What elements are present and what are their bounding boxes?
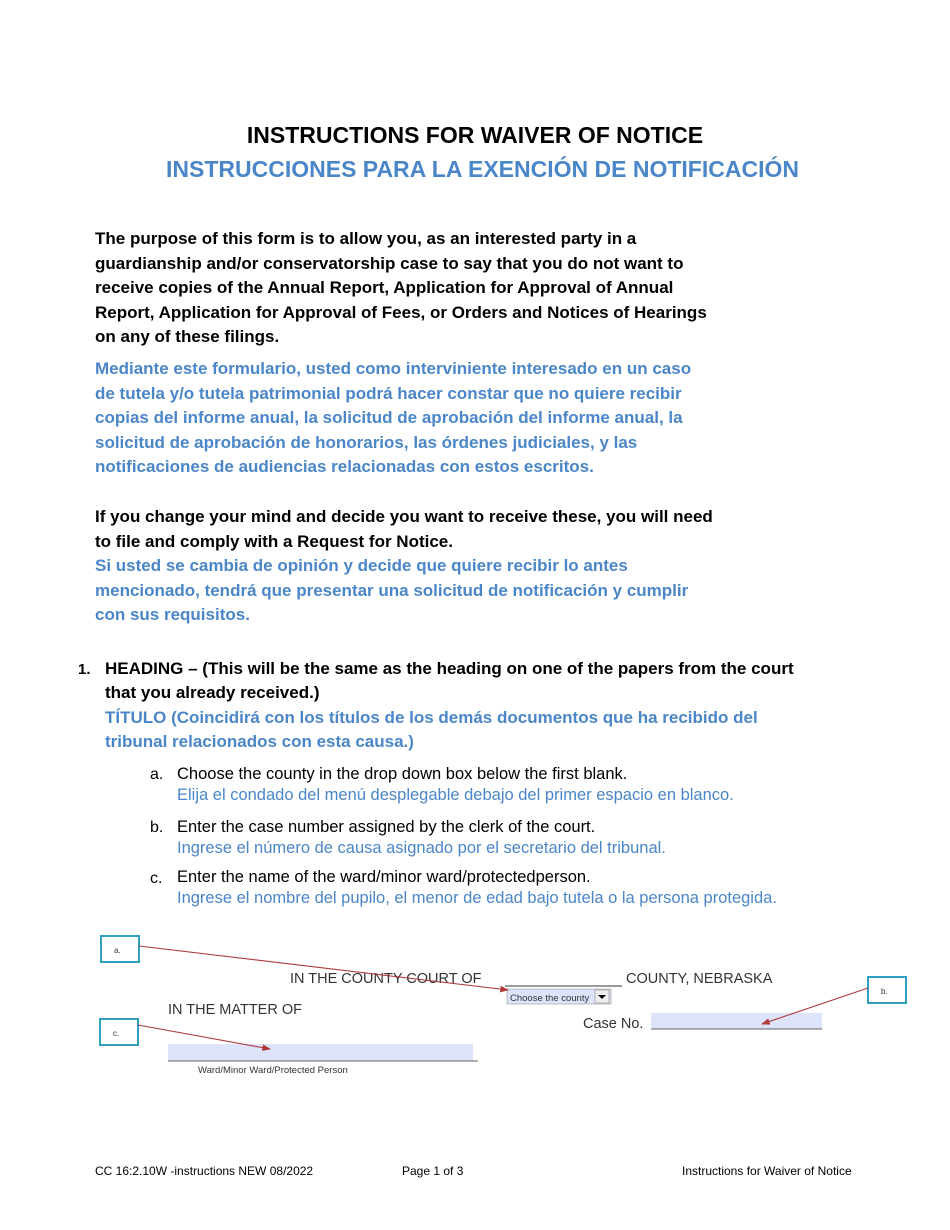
- change-mind-line-es: Si usted se cambia de opinión y decide que quiere recibir lo antes: [95, 556, 628, 575]
- county-dropdown[interactable]: [507, 989, 611, 1004]
- footer-doc-title: Instructions for Waiver of Notice: [682, 1164, 852, 1178]
- ward-name-field[interactable]: [168, 1044, 473, 1061]
- purpose-line-es: solicitud de aprobación de honorarios, las órdenes judiciales, y las: [95, 432, 638, 452]
- page-title: INSTRUCTIONS FOR WAIVER OF NOTICE: [246, 122, 704, 148]
- footer-page-number: Page 1 of 3: [402, 1164, 464, 1178]
- case-no-label-text: Case No.: [583, 1016, 644, 1032]
- step-heading-line-es: tribunal relacionados con esta causa.): [105, 732, 414, 751]
- step-number: 1.: [78, 661, 91, 678]
- sub-item-case-number: [177, 817, 877, 859]
- case-number-field[interactable]: [651, 1013, 822, 1029]
- sub-item-text: Enter the case number assigned by the clerk of the court.: [177, 818, 596, 836]
- step-heading-line-es: TÍTULO (Coincidirá con los títulos de los demás documentos que ha recibido del: [105, 708, 758, 727]
- sub-item-letter: c.: [150, 870, 163, 887]
- change-mind-line-es: mencionado, tendrá que presentar una solicitud de notificación y cumplir: [95, 580, 689, 600]
- step-heading-line: that you already received.): [105, 683, 320, 702]
- sub-item-text-es: Ingrese el número de causa asignado por el secretario del tribunal.: [177, 839, 666, 857]
- purpose-line: on any of these filings.: [95, 327, 280, 346]
- sub-item-county: [177, 764, 877, 806]
- matter-label-text: IN THE MATTER OF: [168, 1002, 302, 1018]
- court-prefix-text: IN THE COUNTY COURT OF: [290, 971, 482, 987]
- purpose-paragraph: [95, 227, 795, 350]
- purpose-paragraph-spanish: [95, 357, 795, 480]
- heading-example-diagram: [0, 930, 950, 1090]
- callout-c-label: c.: [113, 1029, 120, 1038]
- sub-item-letter: a.: [150, 766, 164, 783]
- sub-item-text-es: Ingrese el nombre del pupilo, el menor de edad bajo tutela o la persona protegida.: [177, 889, 777, 907]
- court-suffix-text: COUNTY, NEBRASKA: [626, 971, 773, 987]
- purpose-line: receive copies of the Annual Report, Application for Approval of Annual: [95, 278, 674, 297]
- step-heading-line: HEADING – (This will be the same as the heading on one of the papers from the court: [105, 659, 794, 678]
- purpose-line: The purpose of this form is to allow you, as an interested party in a: [95, 229, 637, 248]
- change-mind-line-es: con sus requisitos.: [95, 605, 250, 624]
- callout-b-label: b.: [881, 987, 888, 996]
- step-heading-spanish: [105, 706, 885, 754]
- purpose-line-es: copias del informe anual, la solicitud de aprobación del informe anual, la: [95, 408, 683, 427]
- callout-a-label: a.: [114, 946, 121, 955]
- footer-form-id: CC 16:2.10W -instructions NEW 08/2022: [95, 1164, 314, 1178]
- purpose-line-es: notificaciones de audiencias relacionadas con estos escritos.: [95, 457, 594, 476]
- page-title-spanish: INSTRUCCIONES PARA LA EXENCIÓN DE NOTIFICACIÓN: [166, 156, 799, 182]
- ward-caption-text: Ward/Minor Ward/Protected Person: [198, 1065, 348, 1076]
- change-mind-paragraph: [95, 505, 795, 554]
- purpose-line: Report, Application for Approval of Fees, or Orders and Notices of Hearings: [95, 302, 707, 322]
- purpose-line-es: Mediante este formulario, usted como interviniente interesado en un caso: [95, 359, 692, 378]
- county-dropdown-label: Choose the county: [510, 993, 590, 1004]
- sub-item-text-es: Elija el condado del menú desplegable debajo del primer espacio en blanco.: [177, 786, 734, 804]
- sub-item-text: Enter the name of the ward/minor ward/protectedperson.: [177, 868, 591, 886]
- change-mind-line: to file and comply with a Request for Notice.: [95, 531, 453, 551]
- purpose-line-es: de tutela y/o tutela patrimonial podrá hacer constar que no quiere recibir: [95, 383, 682, 403]
- sub-item-ward-name: [177, 867, 877, 909]
- sub-item-text: Choose the county in the drop down box below the first blank.: [177, 765, 628, 783]
- sub-item-letter: b.: [150, 819, 164, 836]
- change-mind-paragraph-spanish: [95, 554, 795, 628]
- step-heading: [105, 657, 885, 705]
- change-mind-line: If you change your mind and decide you want to receive these, you will need: [95, 507, 713, 526]
- purpose-line: guardianship and/or conservatorship case to say that you do not want to: [95, 253, 684, 273]
